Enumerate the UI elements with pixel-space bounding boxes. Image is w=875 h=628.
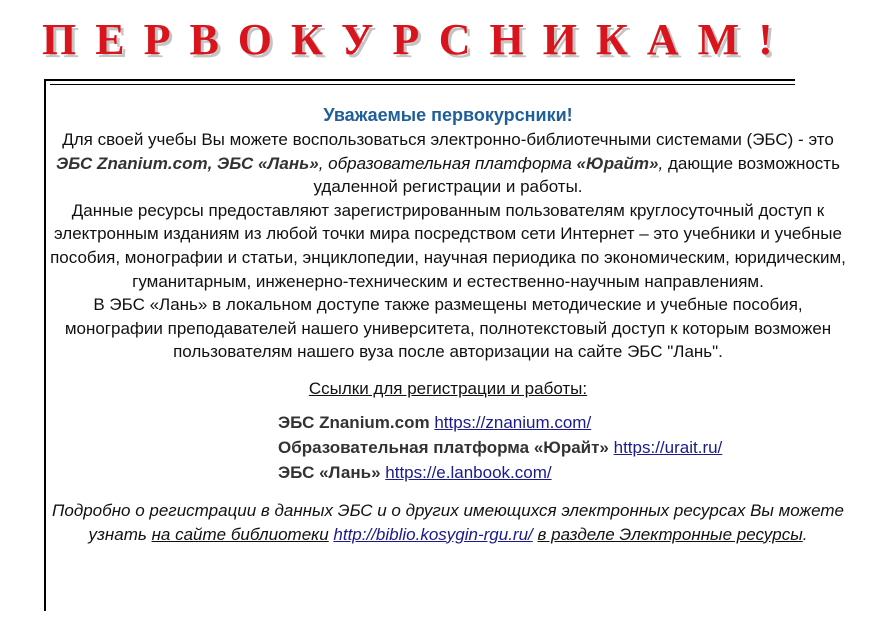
electronic-resources-section[interactable]: в разделе Электронные ресурсы <box>537 524 803 544</box>
intro-comma: , <box>658 153 664 173</box>
left-border <box>44 79 46 611</box>
intro-paragraph <box>48 128 848 199</box>
library-site-link[interactable]: http://biblio.kosygin-rgu.ru/ <box>333 524 533 544</box>
top-border <box>44 79 795 81</box>
ebs-znanium-name: ЭБС Znanium.com, <box>56 153 213 173</box>
notice-content <box>48 92 848 546</box>
links-heading: Ссылки для регистрации и работы: <box>308 378 588 398</box>
intro-text-start: Для своей учебы Вы можете воспользоваться электронно-библиотечными системами (ЭБС) - это <box>62 130 834 149</box>
links-list <box>278 410 848 485</box>
footer-end: . <box>802 524 808 544</box>
lanbook-link[interactable]: https://e.lanbook.com/ <box>385 462 552 482</box>
link-name: Образовательная платформа «Юрайт» <box>278 437 609 457</box>
greeting-heading: Уважаемые первокурсники! <box>323 105 573 125</box>
link-name: ЭБС «Лань» <box>278 462 381 482</box>
footer-text: Подробно о регистрации в данных ЭБС и о других имеющихся электронных ресурсах Вы можете узнать <box>52 500 844 544</box>
link-row-urait <box>278 435 848 460</box>
znanium-link[interactable]: https://znanium.com/ <box>434 412 592 432</box>
intro-text-end: дающие возможность удаленной регистрации и работы. <box>313 153 840 197</box>
ebs-lan-name: ЭБС «Лань» <box>217 153 319 173</box>
link-name: ЭБС Znanium.com <box>278 412 430 432</box>
lan-local-paragraph: В ЭБС «Лань» в локальном доступе также размещены методические и учебные пособия, монографии преподавателей нашего университета, полнотекстовый доступ к которым возможен пользователям нашего вуза после авторизации на сайте ЭБС "Лань". <box>64 295 832 362</box>
link-row-znanium <box>278 410 848 435</box>
library-site-text: на сайте библиотеки <box>151 524 329 544</box>
banner-title: ПЕРВОКУРСНИКАМ! <box>42 15 792 64</box>
link-row-lan <box>278 460 848 485</box>
top-border-inner <box>50 84 795 85</box>
intro-sep: , <box>318 153 329 173</box>
platform-text: образовательная платформа <box>328 153 572 173</box>
resources-paragraph: Данные ресурсы предоставляют зарегистрированным пользователям круглосуточный доступ к электронным изданиям из любой точки мира посредством сети Интернет – это учебники и учебные пособия, монографии и статьи, энциклопедии, научная периодика по экономическим, юридическим, гуманитарным, инженерно-техническим и естественно-научным направлениям. <box>50 200 846 291</box>
urait-link[interactable]: https://urait.ru/ <box>613 437 723 457</box>
footer-note <box>48 499 848 546</box>
platform-name: «Юрайт» <box>576 153 659 173</box>
